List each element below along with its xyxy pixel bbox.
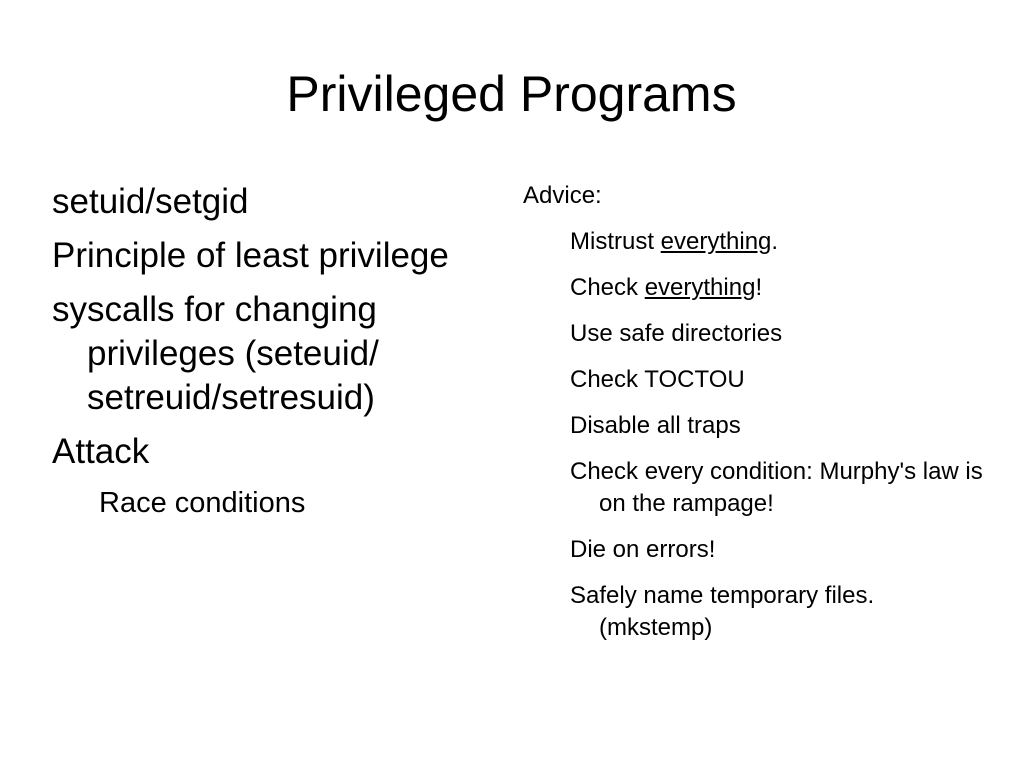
slide-title: Privileged Programs [286,66,737,122]
sub-bullet-race-conditions: Race conditions [99,487,306,519]
advice-check-emphasis: everything [644,274,756,301]
bullet-syscalls: syscalls for changing privileges (seteuid/ setreuid/setresuid) [52,290,379,417]
advice-die-on-errors: Die on errors! [570,536,716,563]
advice-disable-traps: Disable all traps [570,412,741,439]
advice-mistrust [570,226,993,258]
advice-safe-directories: Use safe directories [570,320,783,347]
bullet-attack: Attack [52,432,150,471]
advice-mistrust-emphasis: everything [660,228,772,255]
advice-mistrust-prefix: Mistrust [570,228,661,255]
bullet-least-privilege: Principle of least privilege [52,236,449,275]
advice-toctou: Check TOCTOU [570,366,745,393]
advice-check-suffix: ! [755,274,763,301]
advice-mistrust-suffix: . [771,228,779,255]
advice-temp-files: Safely name temporary files. (mkstemp) [570,582,875,641]
advice-check-condition: Check every condition: Murphy's law is on the rampage! [570,458,983,517]
left-column [52,180,472,522]
advice-heading: Advice: [523,182,602,209]
right-column [523,180,993,658]
advice-check [570,272,993,304]
bullet-setuid: setuid/setgid [52,182,249,221]
advice-check-prefix: Check [570,274,645,301]
